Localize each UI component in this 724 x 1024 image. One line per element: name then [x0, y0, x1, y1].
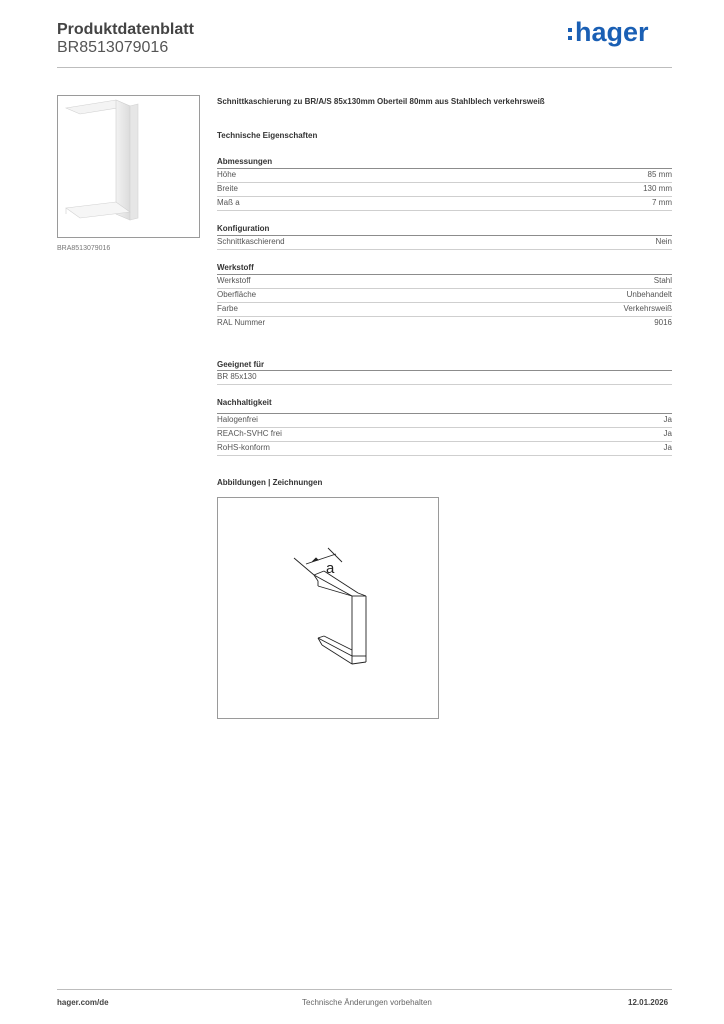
section-configuration-title: Konfiguration [217, 224, 270, 233]
footer-notice: Technische Änderungen vorbehalten [302, 998, 432, 1007]
table-row [217, 414, 672, 428]
table-row [217, 275, 672, 289]
table-row [217, 236, 672, 250]
row-value: Ja [663, 443, 672, 452]
section-dimensions-title: Abmessungen [217, 157, 273, 166]
product-photo-illustration [58, 96, 199, 237]
row-key: Oberfläche [217, 290, 257, 299]
section-drawings-title: Abbildungen | Zeichnungen [217, 478, 323, 487]
product-image [57, 95, 200, 238]
row-key: RoHS-konform [217, 443, 270, 452]
product-title: Schnittkaschierung zu BR/A/S 85x130mm Oberteil 80mm aus Stahlblech verkehrsweiß [217, 97, 545, 106]
table-row [217, 289, 672, 303]
table-row [217, 303, 672, 317]
row-value: Nein [655, 237, 672, 246]
dimension-label: a [326, 560, 335, 577]
table-row [217, 442, 672, 456]
row-value: 9016 [654, 318, 672, 327]
logo-text: hager [575, 17, 649, 47]
row-key: BR 85x130 [217, 372, 257, 381]
row-value: 130 mm [643, 184, 672, 193]
row-key: Werkstoff [217, 276, 251, 285]
row-value: 7 mm [652, 198, 672, 207]
image-caption: BRA8513079016 [57, 245, 111, 252]
section-suitable-title: Geeignet für [217, 360, 265, 369]
table-row [217, 183, 672, 197]
row-value: Ja [663, 415, 672, 424]
row-key: Breite [217, 184, 238, 193]
technical-drawing [217, 497, 439, 719]
row-value: Ja [663, 429, 672, 438]
row-key: RAL Nummer [217, 318, 266, 327]
row-key: Maß a [217, 198, 240, 207]
hager-logo [566, 14, 666, 48]
row-key: Schnittkaschierend [217, 237, 285, 246]
table-row [217, 428, 672, 442]
table-row [217, 169, 672, 183]
section-material-title: Werkstoff [217, 263, 254, 272]
row-key: Halogenfrei [217, 415, 258, 424]
technical-drawing-illustration [218, 498, 438, 718]
row-value: Unbehandelt [626, 290, 672, 299]
page-title: Produktdatenblatt [57, 21, 194, 38]
header-divider [57, 67, 672, 68]
footer-website: hager.com/de [57, 998, 109, 1007]
section-sustainability-title: Nachhaltigkeit [217, 398, 272, 407]
technical-properties-heading: Technische Eigenschaften [217, 131, 318, 140]
row-key: Höhe [217, 170, 237, 179]
row-key: REACh-SVHC frei [217, 429, 282, 438]
footer-date: 12.01.2026 [628, 998, 669, 1007]
footer-divider [57, 989, 672, 990]
row-value: 85 mm [647, 170, 672, 179]
table-row [217, 197, 672, 211]
row-key: Farbe [217, 304, 238, 313]
product-number: BR8513079016 [57, 39, 169, 56]
table-row [217, 317, 672, 331]
row-value: Stahl [653, 276, 672, 285]
table-row [217, 371, 672, 385]
row-value: Verkehrsweiß [623, 304, 672, 313]
